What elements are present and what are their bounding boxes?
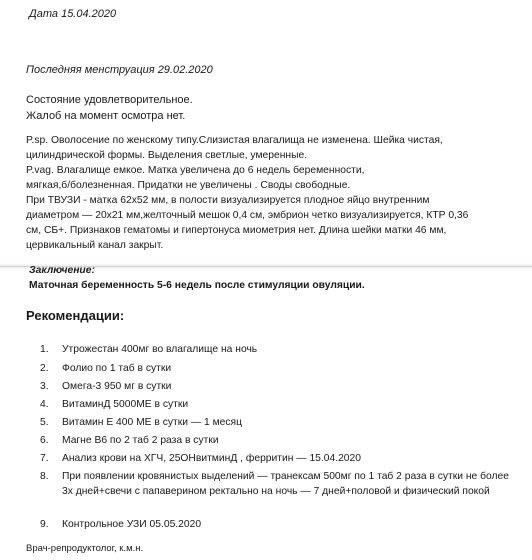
list-item-number: 2.	[40, 363, 49, 374]
list-item-text: ВитаминД 5000МЕ в сутки	[62, 399, 189, 410]
exam-line: P.vag. Влагалище емкое. Матка увеличена до 6 недель беременности,	[26, 165, 365, 176]
conclusion-text: Маточная беременность 5-6 недель после стимуляции овуляции.	[29, 280, 365, 291]
list-item-text: Фолио по 1 таб в сутки	[62, 363, 172, 374]
list-item-text: Контрольное УЗИ 05.05.2020	[62, 519, 202, 530]
condition-text: Состояние удовлетворительное.	[26, 94, 193, 106]
list-item-number: 5.	[40, 417, 49, 428]
last-period: Последняя менструация 29.02.2020	[26, 64, 213, 76]
exam-line: При ТВУЗИ - матка 62х52 мм, в полости визуализируется плодное яйцо внутренним	[26, 195, 430, 206]
list-item-number: 4.	[40, 399, 49, 410]
visit-date: Дата 15.04.2020	[29, 8, 117, 20]
list-item-number: 6.	[40, 435, 49, 446]
list-item-number: 7.	[40, 453, 49, 464]
list-item-text: Магне В6 по 2 таб 2 раза в сутки	[62, 435, 219, 446]
list-item-text: Витамин Е 400 МЕ в сутки — 1 месяц	[62, 417, 243, 428]
conclusion-label: Заключение:	[29, 265, 95, 276]
list-item-number: 1.	[40, 344, 49, 355]
exam-line: P.sp. Оволосение по женскому типу.Слизистая влагалища не изменена. Шейка чистая,	[26, 135, 443, 146]
list-item-text: Омега-3 950 мг в сутки	[62, 381, 172, 392]
recommendations-title: Рекомендации:	[26, 308, 125, 323]
list-item-text: Утрожестан 400мг во влагалище на ночь	[62, 344, 258, 355]
exam-line: см, СБ+. Признаков гематомы и гипертонуса миометрия нет. Длина шейки матки 46 мм,	[26, 225, 447, 236]
list-item-number: 9.	[40, 519, 49, 530]
complaints-text: Жалоб на момент осмотра нет.	[26, 110, 186, 122]
exam-line: мягкая,б/болезненная. Придатки не увеличены . Своды свободные.	[26, 180, 351, 191]
list-item-text: При появлении кровянистых выделений — транексам 500мг по 1 таб 2 раза в сутки не более 3х дней+свечи с папаверином ректально на ночь — 7 дней+половой и физический покой	[62, 471, 510, 497]
exam-line: диаметром — 20х21 мм,желточный мешок 0,4 см, эмбрион четко визуализируется, КТР 0,36	[26, 210, 469, 221]
list-item-number: 8.	[40, 471, 49, 482]
exam-line: цервикальный канал закрыт.	[26, 240, 164, 251]
list-item-text: Анализ крови на ХГЧ, 25ОНвитминД , ферритин — 15.04.2020	[62, 453, 361, 464]
list-item-number: 3.	[40, 381, 49, 392]
doctor-signature: Врач-репродуктолог, к.м.н.	[26, 543, 144, 554]
exam-line: цилиндрической формы. Выделения светлые, умеренные.	[26, 150, 308, 161]
